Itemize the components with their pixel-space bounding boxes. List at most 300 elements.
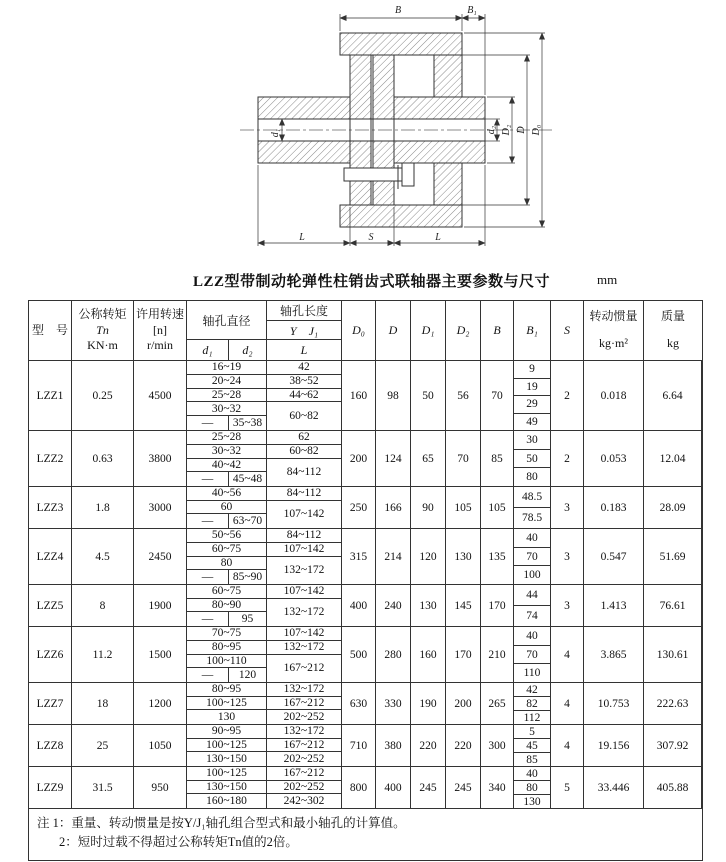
bore-cell: 80~95 <box>211 683 242 696</box>
bore-length-cell: 42 <box>267 361 341 375</box>
bore-cell: 130~150 <box>206 753 247 766</box>
b1-cell: 130 <box>523 795 541 808</box>
b1-group <box>514 431 551 486</box>
dim-label-d2: d₂ <box>486 125 497 135</box>
bore-row <box>187 725 266 739</box>
bore-row <box>187 668 266 682</box>
bore-cell: 25~28 <box>211 431 242 444</box>
b1-group <box>514 487 551 528</box>
bore-row <box>187 585 266 599</box>
bore-row <box>187 599 266 613</box>
b1-cell: 100 <box>523 569 541 582</box>
header-B: B <box>481 301 514 360</box>
speed-cell: 1050 <box>134 725 187 766</box>
inertia-cell: 33.446 <box>584 767 644 808</box>
inertia-cell: 3.865 <box>584 627 644 682</box>
torque-cell: 8 <box>72 585 134 626</box>
D1-cell: 120 <box>411 529 446 584</box>
bore-row <box>187 739 266 753</box>
bore-row <box>187 641 266 655</box>
header-bore-length-label: 轴孔长度 <box>267 301 341 321</box>
inertia-cell: 0.183 <box>584 487 644 528</box>
header-yj1: Y J₁ <box>267 321 341 341</box>
header-speed-l2: [n] <box>153 322 167 337</box>
coupling-section-drawing <box>0 0 726 268</box>
bore-row <box>187 570 266 584</box>
torque-cell: 4.5 <box>72 529 134 584</box>
b1-cell: 78.5 <box>521 512 543 524</box>
bore-cell: 30~32 <box>211 445 242 458</box>
header-d1: d₁ <box>187 340 229 360</box>
bore-length-cell: 132~172 <box>283 606 325 619</box>
header-mass-l2: kg <box>667 336 679 351</box>
b1-cell: 49 <box>526 415 538 428</box>
B-cell: 170 <box>481 585 514 626</box>
bore-length-cell: 242~302 <box>283 795 325 808</box>
bore-length-cell: 167~212 <box>267 767 341 781</box>
bore-diameter-group <box>187 585 267 626</box>
S-cell: 2 <box>551 361 584 430</box>
bore-cell: 80~90 <box>211 599 242 611</box>
bore-row <box>187 402 266 416</box>
bore-length-cell: 132~172 <box>267 641 341 655</box>
bore-d1-cell: — <box>187 612 229 626</box>
b1-cell: 70 <box>514 646 550 665</box>
inertia-cell: 0.018 <box>584 361 644 430</box>
b1-cell: 48.5 <box>514 487 550 508</box>
bore-d2-cell: 45~48 <box>232 473 263 486</box>
D2-cell: 200 <box>446 683 481 724</box>
bore-diameter-group <box>187 725 267 766</box>
bore-length-cell: 167~212 <box>267 739 341 753</box>
b1-cell: 5 <box>514 725 550 739</box>
header-torque <box>72 301 134 360</box>
bore-row <box>187 697 266 711</box>
table-row <box>29 725 702 767</box>
D0-cell: 315 <box>342 529 376 584</box>
D0-cell: 500 <box>342 627 376 682</box>
b1-cell: 40 <box>514 627 550 646</box>
bore-length-group <box>267 767 342 808</box>
header-D: D <box>376 301 411 360</box>
header-inertia-l1: 转动惯量 <box>589 309 638 323</box>
bore-row <box>187 529 266 543</box>
bore-row <box>187 375 266 389</box>
b1-cell: 50 <box>514 450 550 469</box>
bore-cell: 30~32 <box>211 402 242 415</box>
mass-cell: 28.09 <box>644 487 702 528</box>
S-cell: 3 <box>551 529 584 584</box>
notes <box>29 809 702 860</box>
bore-length-cell: 107~142 <box>267 585 341 599</box>
bore-cell: 100~125 <box>206 697 247 709</box>
bore-cell: 70~75 <box>211 627 242 640</box>
dim-label-B: B <box>394 5 402 16</box>
D2-cell: 130 <box>446 529 481 584</box>
bore-diameter-group <box>187 487 267 528</box>
mass-cell: 130.61 <box>644 627 702 682</box>
bore-d1-cell: — <box>187 668 229 682</box>
b1-cell: 112 <box>523 711 541 724</box>
b1-cell: 40 <box>514 767 550 781</box>
dim-label-S: S <box>368 232 374 243</box>
inertia-cell: 19.156 <box>584 725 644 766</box>
torque-cell: 18 <box>72 683 134 724</box>
b1-cell: 80 <box>526 471 538 484</box>
bore-row <box>187 361 266 375</box>
bore-length-cell: 84~112 <box>267 487 341 501</box>
model-cell: LZZ3 <box>29 487 72 528</box>
bore-cell: 100~125 <box>206 767 247 780</box>
page-title: LZZ型带制动轮弹性柱销齿式联轴器主要参数与尺寸 <box>193 274 551 290</box>
torque-cell: 0.25 <box>72 361 134 430</box>
bore-d2-cell: 63~70 <box>232 515 263 528</box>
bore-row <box>187 655 266 669</box>
bore-length-group <box>267 585 342 626</box>
bore-row <box>187 752 266 766</box>
bore-length-cell: 202~252 <box>267 781 341 795</box>
bore-length-cell: 167~212 <box>267 697 341 711</box>
bore-length-group <box>267 361 342 430</box>
bore-row <box>187 431 266 445</box>
model-cell: LZZ2 <box>29 431 72 486</box>
header-torque-l3: KN·m <box>87 338 118 353</box>
D-cell: 124 <box>376 431 411 486</box>
header-speed-l3: r/min <box>147 338 173 353</box>
S-cell: 3 <box>551 585 584 626</box>
D-cell: 380 <box>376 725 411 766</box>
model-cell: LZZ4 <box>29 529 72 584</box>
D2-cell: 70 <box>446 431 481 486</box>
D2-cell: 105 <box>446 487 481 528</box>
header-model-label: 型 号 <box>31 322 68 337</box>
speed-cell: 950 <box>134 767 187 808</box>
bore-length-cell: 44~62 <box>267 389 341 403</box>
b1-cell: 110 <box>523 667 541 680</box>
bore-cell: 25~28 <box>211 388 242 401</box>
torque-cell: 1.8 <box>72 487 134 528</box>
b1-group <box>514 361 551 430</box>
D2-cell: 56 <box>446 361 481 430</box>
bore-length-cell: 202~252 <box>283 711 325 724</box>
b1-cell: 82 <box>514 697 550 711</box>
bore-diameter-group <box>187 431 267 486</box>
header-l: L <box>300 342 308 357</box>
bore-d2-cell: 120 <box>238 669 257 682</box>
mass-cell: 6.64 <box>644 361 702 430</box>
header-inertia-l2: kg·m² <box>599 336 628 351</box>
table-row <box>29 487 702 529</box>
bore-row <box>187 612 266 626</box>
bore-cell: 130~150 <box>206 781 247 793</box>
b1-group <box>514 529 551 584</box>
header-D2: D₂ <box>446 301 481 360</box>
S-cell: 4 <box>551 725 584 766</box>
speed-cell: 1200 <box>134 683 187 724</box>
bore-row <box>187 557 266 571</box>
S-cell: 5 <box>551 767 584 808</box>
D1-cell: 90 <box>411 487 446 528</box>
table-row <box>29 529 702 585</box>
bore-length-cell: 132~172 <box>283 564 325 577</box>
bore-d2-cell: 95 <box>241 613 254 626</box>
b1-cell: 19 <box>514 379 550 397</box>
b1-group <box>514 683 551 724</box>
bore-length-cell: 62 <box>267 431 341 445</box>
bore-length-cell: 132~172 <box>267 683 341 697</box>
bore-cell: 160~180 <box>206 795 247 808</box>
table-row <box>29 431 702 487</box>
bore-length-cell: 107~142 <box>267 627 341 641</box>
bore-cell: 60~75 <box>211 585 242 598</box>
title-row <box>0 268 726 296</box>
bore-length-cell: 84~112 <box>286 466 322 479</box>
bore-row <box>187 514 266 528</box>
speed-cell: 1900 <box>134 585 187 626</box>
b1-cell: 30 <box>514 431 550 450</box>
D2-cell: 170 <box>446 627 481 682</box>
bore-length-group <box>267 431 342 486</box>
torque-cell: 0.63 <box>72 431 134 486</box>
D-cell: 400 <box>376 767 411 808</box>
bore-cell: 60~75 <box>211 543 242 556</box>
b1-cell: 45 <box>514 739 550 753</box>
S-cell: 3 <box>551 487 584 528</box>
bore-length-cell: 167~212 <box>283 662 325 675</box>
dim-label-B1: B₁ <box>467 5 477 16</box>
header-mass-l1: 质量 <box>660 309 685 323</box>
table-row <box>29 767 702 809</box>
D-cell: 98 <box>376 361 411 430</box>
D2-cell: 245 <box>446 767 481 808</box>
dim-label-d1: d₁ <box>270 128 281 138</box>
D0-cell: 160 <box>342 361 376 430</box>
D2-cell: 145 <box>446 585 481 626</box>
bore-diameter-group <box>187 529 267 584</box>
model-cell: LZZ6 <box>29 627 72 682</box>
mass-cell: 51.69 <box>644 529 702 584</box>
B-cell: 210 <box>481 627 514 682</box>
table-row <box>29 683 702 725</box>
inertia-cell: 10.753 <box>584 683 644 724</box>
speed-cell: 3000 <box>134 487 187 528</box>
dim-label-L-right: L <box>435 232 441 243</box>
S-cell: 4 <box>551 627 584 682</box>
header-B1: B₁ <box>514 301 551 360</box>
bore-length-cell: 132~172 <box>267 725 341 739</box>
b1-cell: 9 <box>514 361 550 379</box>
bore-row <box>187 487 266 501</box>
bore-length-group <box>267 725 342 766</box>
torque-cell: 25 <box>72 725 134 766</box>
mass-cell: 222.63 <box>644 683 702 724</box>
B-cell: 300 <box>481 725 514 766</box>
torque-cell: 31.5 <box>72 767 134 808</box>
bore-cell: 50~56 <box>211 529 242 542</box>
D0-cell: 800 <box>342 767 376 808</box>
bore-length-cell: 38~52 <box>267 375 341 389</box>
bore-cell: 80~95 <box>211 641 242 654</box>
model-cell: LZZ1 <box>29 361 72 430</box>
bore-row <box>187 781 266 795</box>
B-cell: 105 <box>481 487 514 528</box>
model-cell: LZZ8 <box>29 725 72 766</box>
inertia-cell: 1.413 <box>584 585 644 626</box>
table-row <box>29 585 702 627</box>
D1-cell: 65 <box>411 431 446 486</box>
bore-diameter-group <box>187 361 267 430</box>
note-line-1: 注 1：重量、转动惯量是按Y/J₁轴孔组合型式和最小轴孔的计算值。 <box>37 816 406 830</box>
model-cell: LZZ5 <box>29 585 72 626</box>
header-D1: D₁ <box>411 301 446 360</box>
mass-cell: 405.88 <box>644 767 702 808</box>
bore-length-group <box>267 627 342 682</box>
bore-row <box>187 472 266 486</box>
torque-cell: 11.2 <box>72 627 134 682</box>
D2-cell: 220 <box>446 725 481 766</box>
b1-group <box>514 627 551 682</box>
header-bore-diameter-label: 轴孔直径 <box>187 301 266 340</box>
bore-d1-cell: — <box>187 570 229 584</box>
dim-label-D0: D₀ <box>531 124 542 136</box>
S-cell: 2 <box>551 431 584 486</box>
bore-row <box>187 710 266 724</box>
bore-length-group <box>267 683 342 724</box>
header-model <box>29 301 72 360</box>
header-torque-l1: 公称转矩 <box>78 307 127 322</box>
B-cell: 340 <box>481 767 514 808</box>
bore-length-cell: 60~82 <box>289 410 319 423</box>
D-cell: 330 <box>376 683 411 724</box>
header-mass <box>644 301 702 360</box>
bore-length-group <box>267 529 342 584</box>
inertia-cell: 0.053 <box>584 431 644 486</box>
B-cell: 265 <box>481 683 514 724</box>
speed-cell: 1500 <box>134 627 187 682</box>
bore-d1-cell: — <box>187 416 229 430</box>
D1-cell: 50 <box>411 361 446 430</box>
header-bore-diameter <box>187 301 267 360</box>
bore-d1-cell: — <box>187 514 229 528</box>
b1-cell: 44 <box>514 585 550 606</box>
speed-cell: 4500 <box>134 361 187 430</box>
dim-label-L-left: L <box>299 232 305 243</box>
parameter-table <box>28 300 703 861</box>
S-cell: 4 <box>551 683 584 724</box>
header-speed <box>134 301 187 360</box>
bore-length-cell: 107~142 <box>283 508 325 521</box>
bore-cell: 90~95 <box>211 725 242 738</box>
speed-cell: 3800 <box>134 431 187 486</box>
bore-cell: 80 <box>220 556 233 569</box>
header-S: S <box>551 301 584 360</box>
bore-diameter-group <box>187 683 267 724</box>
D-cell: 166 <box>376 487 411 528</box>
bore-d1-cell: — <box>187 472 229 486</box>
mass-cell: 307.92 <box>644 725 702 766</box>
bore-cell: 60 <box>220 501 233 513</box>
header-bore-diameter-subrow <box>187 340 266 360</box>
header-speed-l1: 许用转速 <box>135 307 184 322</box>
table-header <box>29 301 702 361</box>
bore-d2-cell: 85~90 <box>232 571 263 584</box>
table-body <box>29 361 702 809</box>
bore-diameter-group <box>187 627 267 682</box>
D-cell: 280 <box>376 627 411 682</box>
bore-cell: 40~56 <box>211 487 242 500</box>
bore-row <box>187 389 266 403</box>
D0-cell: 250 <box>342 487 376 528</box>
D1-cell: 130 <box>411 585 446 626</box>
b1-group <box>514 585 551 626</box>
bore-cell: 20~24 <box>211 375 242 388</box>
bore-cell: 130 <box>217 711 236 724</box>
header-torque-l2: Tn <box>96 322 109 337</box>
mass-cell: 76.61 <box>644 585 702 626</box>
D-cell: 214 <box>376 529 411 584</box>
D-cell: 240 <box>376 585 411 626</box>
D1-cell: 160 <box>411 627 446 682</box>
bore-row <box>187 501 266 515</box>
bore-row <box>187 627 266 641</box>
b1-group <box>514 767 551 808</box>
B-cell: 135 <box>481 529 514 584</box>
dim-label-D2: D₂ <box>501 124 512 136</box>
bore-length-cell: 60~82 <box>267 445 341 459</box>
D0-cell: 200 <box>342 431 376 486</box>
bore-row <box>187 543 266 557</box>
speed-cell: 2450 <box>134 529 187 584</box>
bore-length-cell: 107~142 <box>267 543 341 557</box>
bore-row <box>187 794 266 808</box>
bore-row <box>187 767 266 781</box>
bore-row <box>187 459 266 473</box>
D1-cell: 190 <box>411 683 446 724</box>
b1-group <box>514 725 551 766</box>
model-cell: LZZ7 <box>29 683 72 724</box>
unit-label: mm <box>597 272 618 287</box>
bore-row <box>187 683 266 697</box>
D1-cell: 220 <box>411 725 446 766</box>
note-line-2: 2：短时过载不得超过公称转矩Tn值的2倍。 <box>59 834 298 849</box>
D0-cell: 710 <box>342 725 376 766</box>
dim-label-D: D <box>516 126 527 134</box>
bore-cell: 16~19 <box>211 361 242 374</box>
bore-cell: 100~110 <box>206 654 247 667</box>
bore-d2-cell: 35~38 <box>232 417 263 430</box>
D0-cell: 400 <box>342 585 376 626</box>
bore-diameter-group <box>187 767 267 808</box>
b1-cell: 85 <box>526 753 538 766</box>
bore-row <box>187 445 266 459</box>
header-d2: d₂ <box>242 342 253 357</box>
b1-cell: 80 <box>514 781 550 795</box>
B-cell: 85 <box>481 431 514 486</box>
bore-length-cell: 84~112 <box>267 529 341 543</box>
header-bore-length <box>267 301 342 360</box>
D1-cell: 245 <box>411 767 446 808</box>
inertia-cell: 0.547 <box>584 529 644 584</box>
bore-row <box>187 416 266 430</box>
bore-length-cell: 202~252 <box>283 753 325 766</box>
b1-cell: 74 <box>526 610 538 622</box>
model-cell: LZZ9 <box>29 767 72 808</box>
b1-cell: 42 <box>514 683 550 697</box>
b1-cell: 70 <box>514 548 550 567</box>
table-row <box>29 627 702 683</box>
b1-cell: 40 <box>514 529 550 548</box>
b1-cell: 29 <box>514 396 550 414</box>
